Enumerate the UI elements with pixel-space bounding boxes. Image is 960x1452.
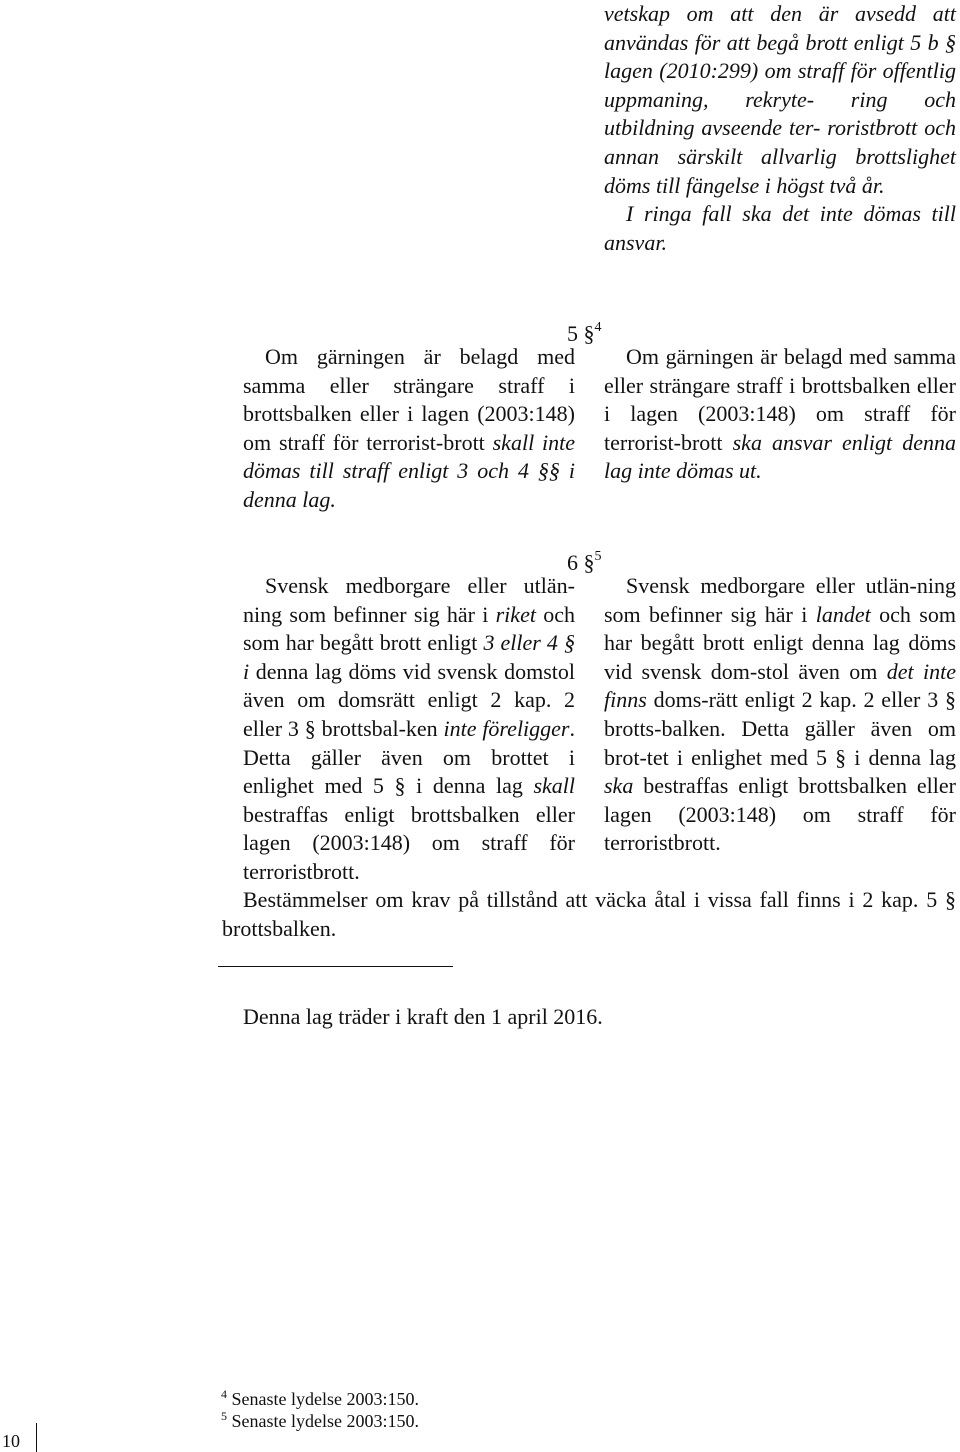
section-6-left-italic-run: skall (533, 773, 575, 799)
section-divider (218, 966, 453, 967)
section-6-left-text-run: och som har begått brott enligt (243, 601, 575, 656)
ringa-fall-paragraph: I ringa fall ska det inte dömas till ansvar. (604, 201, 956, 255)
section-6-left-italic-run: riket (495, 601, 536, 627)
section-6-right-text-run: doms-rätt enligt 2 kap. 2 eller 3 § brotts-balken. Detta gäller även om brot-tet i enlighet med 5 § i denna lag (604, 687, 956, 770)
footnote-5-number: 5 (221, 1409, 227, 1423)
continuation-line: ring och utbildning avseende ter- (604, 86, 956, 141)
continuation-line: 5 b § lagen (2010:299) om straff (604, 29, 956, 84)
section-5-current-text (243, 343, 575, 515)
continuation-paragraph (604, 0, 956, 200)
section-6-right-text-run: och som har begått brott enligt denna lag döms vid svensk dom-stol även om (604, 601, 956, 684)
section-5-right-italic: ska ansvar enligt denna lag inte dömas ut. (604, 429, 956, 484)
continuation-text (604, 0, 956, 257)
section-6-left-text-run: Svensk medborgare eller utlän-ning som befinner sig här i (243, 573, 575, 627)
continuation-line: vetskap om att den är avsedd att (604, 1, 956, 26)
section-6-left-text-run: bestraffas enligt brottsbalken eller lagen (2003:148) om straff för terroristbrott. (243, 801, 575, 884)
section-6-proposed-text (604, 572, 956, 858)
footnote-5-text: Senaste lydelse 2003:150. (231, 1411, 419, 1431)
section-5-label: 5 § (567, 321, 595, 346)
section-5-left-paragraph (243, 343, 575, 515)
section-5-left-plain: Om gärningen är belagd med samma eller strängare straff i brottsbalken eller i lagen (2003:148) om straff för terrorist-brott (243, 344, 575, 455)
section-5-right-paragraph (604, 343, 956, 486)
continuation-line: roristbrott och annan särskilt (604, 115, 956, 169)
entry-into-force: Denna lag träder i kraft den 1 april 2016. (243, 1004, 603, 1029)
section-6-shared-paragraph: Bestämmelser om krav på tillstånd att väcka åtal i vissa fall finns i 2 kap. 5 § brottsbalken. (222, 887, 956, 941)
section-6-right-italic-run: landet (815, 601, 871, 627)
section-6-right-text-run: Svensk medborgare eller utlän-ning som befinner sig här i (604, 573, 956, 627)
footnote-ref-5: 5 (594, 549, 602, 564)
section-6-left-italic-run: 3 eller 4 § i (243, 630, 575, 684)
section-6-right-paragraph (604, 572, 956, 858)
footnote-4-number: 4 (221, 1387, 227, 1401)
section-6-label: 6 § (567, 550, 595, 575)
continuation-line: för offentlig uppmaning, rekryte- (604, 58, 956, 112)
section-6-right-text-run: bestraffas enligt brottsbalken eller lagen (2003:148) om straff för terroristbrott. (604, 773, 956, 856)
section-6-left-text-run: . Detta gäller även om brottet i enlighet med 5 § i denna lag (243, 715, 575, 799)
section-5-left-italic: skall inte dömas till straff enligt 3 och 4 §§ i denna lag. (243, 429, 575, 512)
section-5-right-plain: Om gärningen är belagd med samma eller strängare straff i brottsbalken eller i lagen (2003:148) om straff för terrorist-brott (604, 344, 956, 455)
footnote-5 (221, 1405, 419, 1432)
footnote-ref-4: 4 (594, 320, 602, 335)
section-6-right-italic-run: ska (604, 773, 634, 799)
section-6-current-text (243, 572, 575, 887)
footnote-4-text: Senaste lydelse 2003:150. (231, 1389, 419, 1409)
section-6-left-text-run: denna lag döms vid svensk domstol även om domsrätt enligt 2 kap. 2 eller 3 § brottsbal-ken (243, 658, 575, 741)
continuation-line: allvarlig brottslighet döms till (604, 143, 956, 198)
continuation-line: fängelse i högst två år. (685, 172, 885, 198)
section-6-right-italic-run: det inte finns (604, 658, 956, 713)
page-number: 10 (2, 1431, 20, 1451)
section-5-proposed-text (604, 343, 956, 486)
section-6-left-paragraph (243, 572, 575, 887)
continuation-line: användas för att begå brott enligt (604, 29, 911, 55)
section-6-left-italic-run: inte föreligger (443, 715, 570, 741)
